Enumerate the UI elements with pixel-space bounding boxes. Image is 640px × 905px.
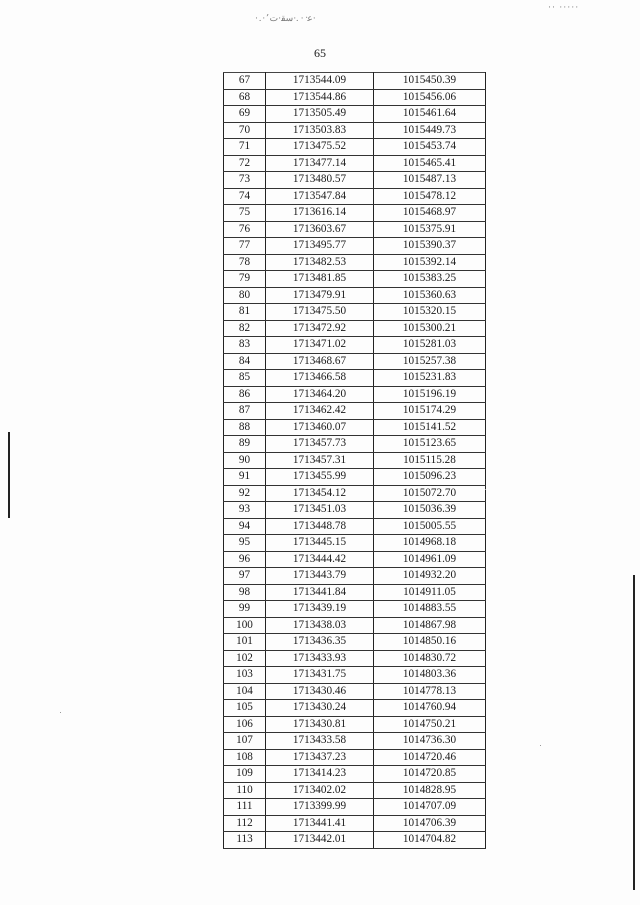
- y-coordinate-cell: 1014706.39: [374, 815, 486, 832]
- table-row: [224, 221, 486, 238]
- point-number-cell: 96: [224, 551, 266, 568]
- table-row: [224, 238, 486, 255]
- x-coordinate-cell: 1713430.46: [266, 683, 374, 700]
- x-coordinate-cell: 1713544.86: [266, 89, 374, 106]
- x-coordinate-cell: 1713468.67: [266, 353, 374, 370]
- point-number-cell: 76: [224, 221, 266, 238]
- x-coordinate-cell: 1713503.83: [266, 122, 374, 139]
- table-row: [224, 370, 486, 387]
- table-row: [224, 700, 486, 717]
- x-coordinate-cell: 1713439.19: [266, 601, 374, 618]
- point-number-cell: 87: [224, 403, 266, 420]
- y-coordinate-cell: 1014736.30: [374, 733, 486, 750]
- y-coordinate-cell: 1014750.21: [374, 716, 486, 733]
- y-coordinate-cell: 1014778.13: [374, 683, 486, 700]
- x-coordinate-cell: 1713479.91: [266, 287, 374, 304]
- x-coordinate-cell: 1713402.02: [266, 782, 374, 799]
- y-coordinate-cell: 1015300.21: [374, 320, 486, 337]
- table-row: [224, 815, 486, 832]
- point-number-cell: 91: [224, 469, 266, 486]
- table-row: [224, 337, 486, 354]
- x-coordinate-cell: 1713505.49: [266, 106, 374, 123]
- point-number-cell: 85: [224, 370, 266, 387]
- point-number-cell: 90: [224, 452, 266, 469]
- x-coordinate-cell: 1713471.02: [266, 337, 374, 354]
- table-row: [224, 254, 486, 271]
- y-coordinate-cell: 1015478.12: [374, 188, 486, 205]
- y-coordinate-cell: 1015465.41: [374, 155, 486, 172]
- point-number-cell: 86: [224, 386, 266, 403]
- point-number-cell: 108: [224, 749, 266, 766]
- point-number-cell: 109: [224, 766, 266, 783]
- point-number-cell: 80: [224, 287, 266, 304]
- point-number-cell: 92: [224, 485, 266, 502]
- y-coordinate-cell: 1015468.97: [374, 205, 486, 222]
- y-coordinate-cell: 1015360.63: [374, 287, 486, 304]
- point-number-cell: 81: [224, 304, 266, 321]
- table-row: [224, 172, 486, 189]
- x-coordinate-cell: 1713430.24: [266, 700, 374, 717]
- y-coordinate-cell: 1015390.37: [374, 238, 486, 255]
- coordinates-table-body: [224, 73, 486, 849]
- table-row: [224, 568, 486, 585]
- point-number-cell: 78: [224, 254, 266, 271]
- y-coordinate-cell: 1015005.55: [374, 518, 486, 535]
- table-row: [224, 749, 486, 766]
- x-coordinate-cell: 1713616.14: [266, 205, 374, 222]
- x-coordinate-cell: 1713431.75: [266, 667, 374, 684]
- point-number-cell: 74: [224, 188, 266, 205]
- table-row: [224, 436, 486, 453]
- point-number-cell: 101: [224, 634, 266, 651]
- point-number-cell: 71: [224, 139, 266, 156]
- y-coordinate-cell: 1014803.36: [374, 667, 486, 684]
- point-number-cell: 72: [224, 155, 266, 172]
- x-coordinate-cell: 1713437.23: [266, 749, 374, 766]
- table-row: [224, 683, 486, 700]
- scan-speck: [485, 489, 486, 490]
- point-number-cell: 98: [224, 584, 266, 601]
- point-number-cell: 88: [224, 419, 266, 436]
- y-coordinate-cell: 1015450.39: [374, 73, 486, 90]
- table-row: [224, 799, 486, 816]
- point-number-cell: 110: [224, 782, 266, 799]
- table-row: [224, 617, 486, 634]
- y-coordinate-cell: 1014707.09: [374, 799, 486, 816]
- y-coordinate-cell: 1015123.65: [374, 436, 486, 453]
- y-coordinate-cell: 1015461.64: [374, 106, 486, 123]
- point-number-cell: 83: [224, 337, 266, 354]
- point-number-cell: 112: [224, 815, 266, 832]
- table-row: [224, 304, 486, 321]
- table-row: [224, 782, 486, 799]
- y-coordinate-cell: 1014830.72: [374, 650, 486, 667]
- y-coordinate-cell: 1015036.39: [374, 502, 486, 519]
- x-coordinate-cell: 1713462.42: [266, 403, 374, 420]
- table-row: [224, 716, 486, 733]
- y-coordinate-cell: 1014760.94: [374, 700, 486, 717]
- x-coordinate-cell: 1713445.15: [266, 535, 374, 552]
- x-coordinate-cell: 1713433.93: [266, 650, 374, 667]
- x-coordinate-cell: 1713454.12: [266, 485, 374, 502]
- point-number-cell: 102: [224, 650, 266, 667]
- table-row: [224, 601, 486, 618]
- table-row: [224, 766, 486, 783]
- x-coordinate-cell: 1713444.42: [266, 551, 374, 568]
- scan-speck: [540, 745, 541, 746]
- y-coordinate-cell: 1014720.46: [374, 749, 486, 766]
- y-coordinate-cell: 1015196.19: [374, 386, 486, 403]
- table-row: [224, 386, 486, 403]
- table-row: [224, 139, 486, 156]
- x-coordinate-cell: 1713448.78: [266, 518, 374, 535]
- y-coordinate-cell: 1014850.16: [374, 634, 486, 651]
- x-coordinate-cell: 1713399.99: [266, 799, 374, 816]
- x-coordinate-cell: 1713481.85: [266, 271, 374, 288]
- table-row: [224, 106, 486, 123]
- y-coordinate-cell: 1014911.05: [374, 584, 486, 601]
- x-coordinate-cell: 1713482.53: [266, 254, 374, 271]
- y-coordinate-cell: 1015115.28: [374, 452, 486, 469]
- table-row: [224, 287, 486, 304]
- x-coordinate-cell: 1713466.58: [266, 370, 374, 387]
- y-coordinate-cell: 1014961.09: [374, 551, 486, 568]
- y-coordinate-cell: 1014867.98: [374, 617, 486, 634]
- table-row: [224, 271, 486, 288]
- table-row: [224, 469, 486, 486]
- y-coordinate-cell: 1015231.83: [374, 370, 486, 387]
- x-coordinate-cell: 1713477.14: [266, 155, 374, 172]
- y-coordinate-cell: 1015487.13: [374, 172, 486, 189]
- y-coordinate-cell: 1015141.52: [374, 419, 486, 436]
- y-coordinate-cell: 1014828.95: [374, 782, 486, 799]
- table-row: [224, 419, 486, 436]
- point-number-cell: 113: [224, 832, 266, 849]
- table-row: [224, 89, 486, 106]
- y-coordinate-cell: 1015392.14: [374, 254, 486, 271]
- point-number-cell: 104: [224, 683, 266, 700]
- x-coordinate-cell: 1713438.03: [266, 617, 374, 634]
- table-row: [224, 733, 486, 750]
- y-coordinate-cell: 1014932.20: [374, 568, 486, 585]
- point-number-cell: 82: [224, 320, 266, 337]
- y-coordinate-cell: 1015096.23: [374, 469, 486, 486]
- page-number: 65: [314, 46, 326, 60]
- x-coordinate-cell: 1713430.81: [266, 716, 374, 733]
- y-coordinate-cell: 1015456.06: [374, 89, 486, 106]
- y-coordinate-cell: 1015449.73: [374, 122, 486, 139]
- point-number-cell: 69: [224, 106, 266, 123]
- y-coordinate-cell: 1015072.70: [374, 485, 486, 502]
- point-number-cell: 75: [224, 205, 266, 222]
- table-row: [224, 502, 486, 519]
- y-coordinate-cell: 1015174.29: [374, 403, 486, 420]
- table-row: [224, 403, 486, 420]
- table-row: [224, 551, 486, 568]
- y-coordinate-cell: 1015257.38: [374, 353, 486, 370]
- y-coordinate-cell: 1014720.85: [374, 766, 486, 783]
- table-row: [224, 535, 486, 552]
- point-number-cell: 70: [224, 122, 266, 139]
- point-number-cell: 84: [224, 353, 266, 370]
- point-number-cell: 99: [224, 601, 266, 618]
- table-row: [224, 584, 486, 601]
- x-coordinate-cell: 1713475.50: [266, 304, 374, 321]
- point-number-cell: 107: [224, 733, 266, 750]
- table-row: [224, 73, 486, 90]
- x-coordinate-cell: 1713547.84: [266, 188, 374, 205]
- point-number-cell: 105: [224, 700, 266, 717]
- x-coordinate-cell: 1713443.79: [266, 568, 374, 585]
- x-coordinate-cell: 1713457.73: [266, 436, 374, 453]
- y-coordinate-cell: 1015453.74: [374, 139, 486, 156]
- point-number-cell: 79: [224, 271, 266, 288]
- x-coordinate-cell: 1713603.67: [266, 221, 374, 238]
- scan-edge-left: [8, 432, 10, 518]
- y-coordinate-cell: 1014968.18: [374, 535, 486, 552]
- point-number-cell: 73: [224, 172, 266, 189]
- point-number-cell: 103: [224, 667, 266, 684]
- point-number-cell: 77: [224, 238, 266, 255]
- x-coordinate-cell: 1713451.03: [266, 502, 374, 519]
- point-number-cell: 67: [224, 73, 266, 90]
- table-row: [224, 122, 486, 139]
- table-row: [224, 832, 486, 849]
- scan-artifact-corner: ·· ·····: [548, 2, 580, 12]
- x-coordinate-cell: 1713460.07: [266, 419, 374, 436]
- table-row: [224, 634, 486, 651]
- x-coordinate-cell: 1713442.01: [266, 832, 374, 849]
- y-coordinate-cell: 1014704.82: [374, 832, 486, 849]
- x-coordinate-cell: 1713464.20: [266, 386, 374, 403]
- table-row: [224, 650, 486, 667]
- y-coordinate-cell: 1014883.55: [374, 601, 486, 618]
- point-number-cell: 93: [224, 502, 266, 519]
- x-coordinate-cell: 1713495.77: [266, 238, 374, 255]
- scan-speck: [60, 712, 61, 713]
- x-coordinate-cell: 1713457.31: [266, 452, 374, 469]
- x-coordinate-cell: 1713480.57: [266, 172, 374, 189]
- table-row: [224, 353, 486, 370]
- x-coordinate-cell: 1713472.92: [266, 320, 374, 337]
- table-row: [224, 667, 486, 684]
- coordinates-table: [223, 72, 486, 849]
- x-coordinate-cell: 1713455.99: [266, 469, 374, 486]
- scan-edge-right: [633, 575, 635, 890]
- table-row: [224, 205, 486, 222]
- table-row: [224, 320, 486, 337]
- point-number-cell: 94: [224, 518, 266, 535]
- table-row: [224, 452, 486, 469]
- table-row: [224, 485, 486, 502]
- y-coordinate-cell: 1015320.15: [374, 304, 486, 321]
- y-coordinate-cell: 1015383.25: [374, 271, 486, 288]
- x-coordinate-cell: 1713436.35: [266, 634, 374, 651]
- y-coordinate-cell: 1015375.91: [374, 221, 486, 238]
- point-number-cell: 68: [224, 89, 266, 106]
- x-coordinate-cell: 1713475.52: [266, 139, 374, 156]
- point-number-cell: 111: [224, 799, 266, 816]
- point-number-cell: 100: [224, 617, 266, 634]
- point-number-cell: 97: [224, 568, 266, 585]
- y-coordinate-cell: 1015281.03: [374, 337, 486, 354]
- table-row: [224, 518, 486, 535]
- table-row: [224, 188, 486, 205]
- point-number-cell: 89: [224, 436, 266, 453]
- x-coordinate-cell: 1713441.41: [266, 815, 374, 832]
- point-number-cell: 95: [224, 535, 266, 552]
- x-coordinate-cell: 1713441.84: [266, 584, 374, 601]
- x-coordinate-cell: 1713544.09: [266, 73, 374, 90]
- scan-artifact-top: ·.·՚ﻋ᠂· .·ﺳﻘ·ﺕ·: [255, 13, 316, 23]
- x-coordinate-cell: 1713433.58: [266, 733, 374, 750]
- x-coordinate-cell: 1713414.23: [266, 766, 374, 783]
- table-row: [224, 155, 486, 172]
- point-number-cell: 106: [224, 716, 266, 733]
